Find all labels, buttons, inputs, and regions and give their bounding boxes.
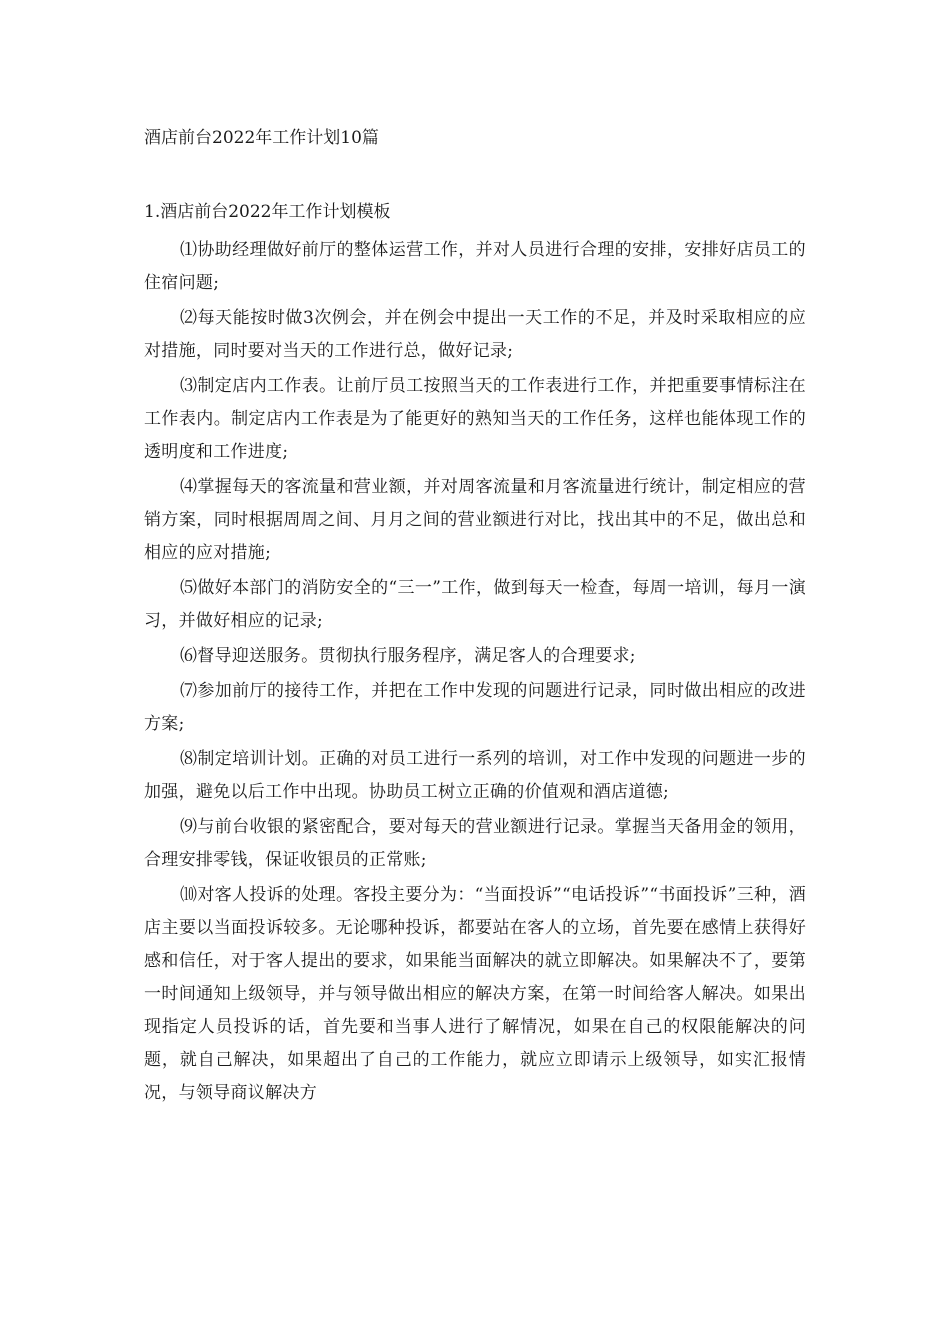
plan-item-4: ⑷掌握每天的客流量和营业额，并对周客流量和月客流量进行统计，制定相应的营销方案，同时根据周周之间、月月之间的营业额进行对比，找出其中的不足，做出总和相应的应对措施; <box>144 477 806 563</box>
plan-item-2: ⑵每天能按时做3次例会，并在例会中提出一天工作的不足，并及时采取相应的应对措施，同时要对当天的工作进行总，做好记录; <box>144 308 806 361</box>
section-heading: 1.酒店前台2022年工作计划模板 <box>144 202 391 222</box>
plan-item-8: ⑻制定培训计划。正确的对员工进行一系列的培训，对工作中发现的问题进一步的加强，避免以后工作中出现。协助员工树立正确的价值观和酒店道德; <box>144 749 806 802</box>
document-title: 酒店前台2022年工作计划10篇 <box>144 128 379 148</box>
plan-item-list <box>144 234 806 1112</box>
plan-item-5: ⑸做好本部门的消防安全的“三一”工作，做到每天一检查，每周一培训，每月一演习，并做好相应的记录; <box>144 578 806 631</box>
plan-item-1: ⑴协助经理做好前厅的整体运营工作，并对人员进行合理的安排，安排好店员工的住宿问题; <box>144 240 806 293</box>
plan-item-9: ⑼与前台收银的紧密配合，要对每天的营业额进行记录。掌握当天备用金的领用，合理安排零钱，保证收银员的正常账; <box>144 817 806 870</box>
plan-item-7: ⑺参加前厅的接待工作，并把在工作中发现的问题进行记录，同时做出相应的改进方案; <box>144 681 806 734</box>
plan-item-10: ⑽对客人投诉的处理。客投主要分为：“当面投诉”“电话投诉”“书面投诉”三种，酒店主要以当面投诉较多。无论哪种投诉，都要站在客人的立场，首先要在感情上获得好感和信任，对于客人提出的要求，如果能当面解决的就立即解决。如果解决不了，要第一时间通知上级领导，并与领导做出相应的解决方案，在第一时间给客人解决。如果出现指定人员投诉的话，首先要和当事人进行了解情况，如果在自己的权限能解决的问题，就自己解决，如果超出了自己的工作能力，就应立即请示上级领导，如实汇报情况，与领导商议解决方 <box>144 885 806 1103</box>
plan-item-6: ⑹督导迎送服务。贯彻执行服务程序，满足客人的合理要求; <box>180 646 636 666</box>
plan-item-3: ⑶制定店内工作表。让前厅员工按照当天的工作表进行工作，并把重要事情标注在工作表内。制定店内工作表是为了能更好的熟知当天的工作任务，这样也能体现工作的透明度和工作进度; <box>144 376 806 462</box>
